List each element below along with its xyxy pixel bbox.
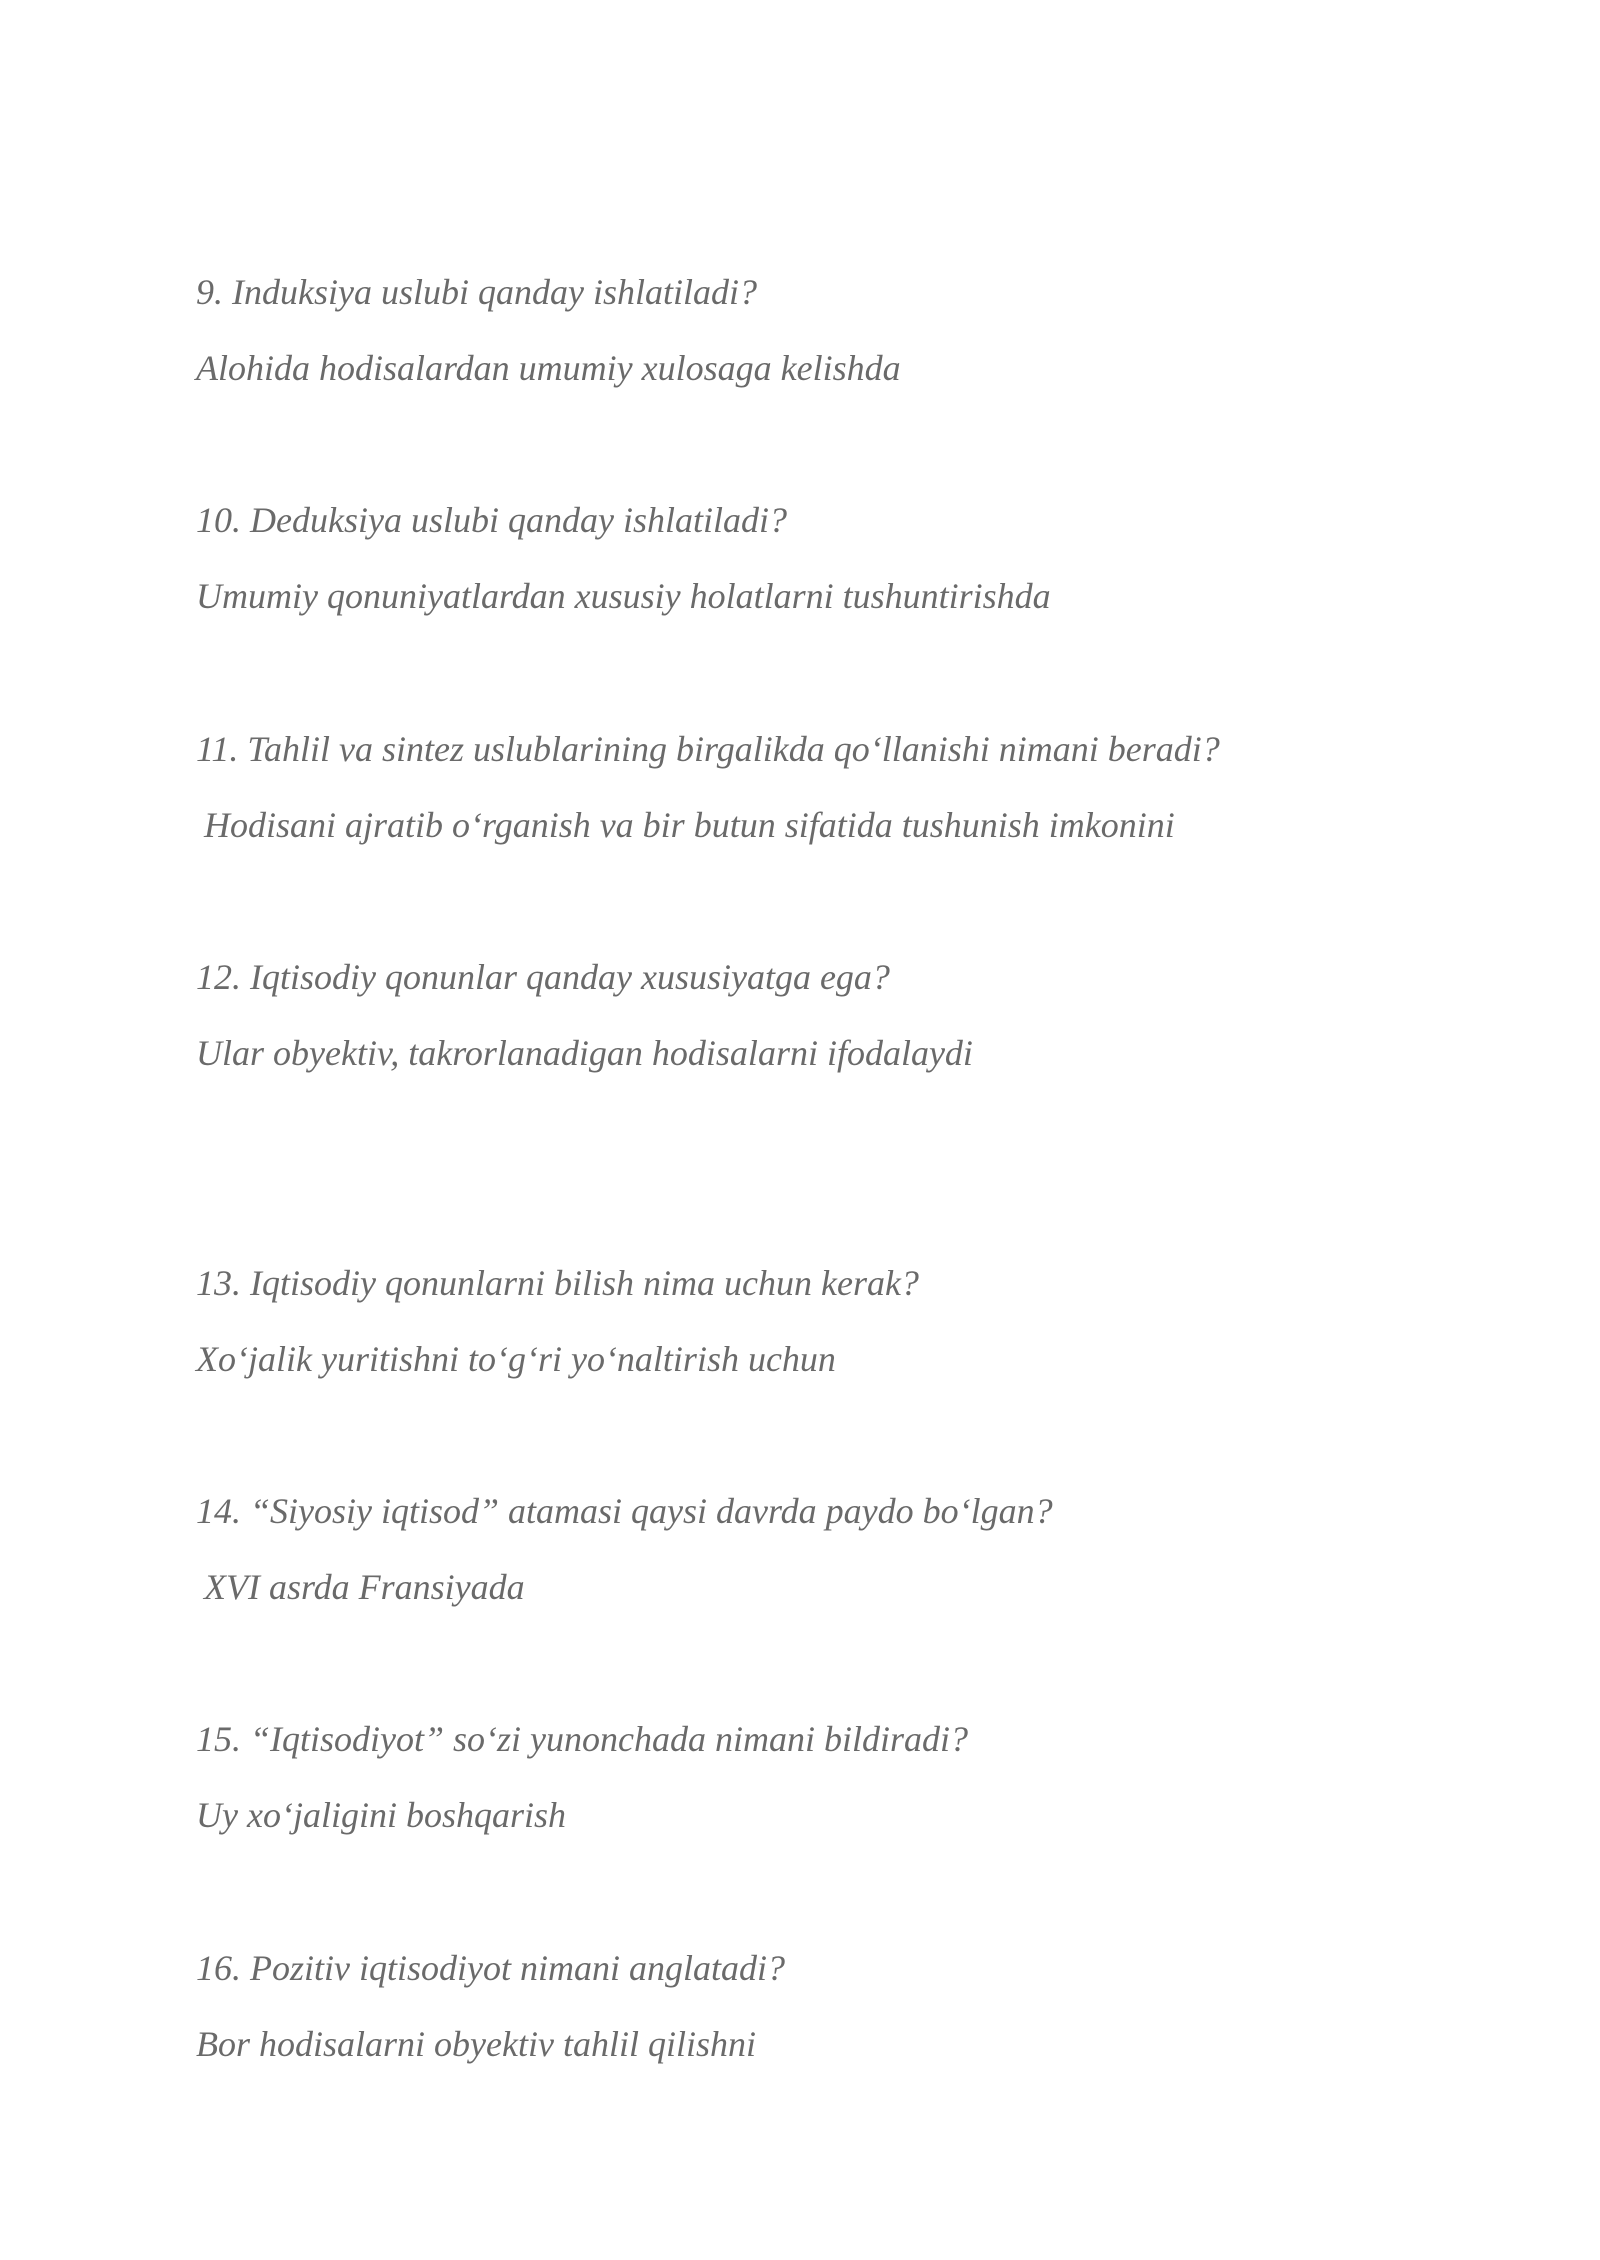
qa-item-16 <box>196 1946 1446 2066</box>
answer-11: Hodisani ajratib o‘rganish va bir butun sifatida tushunish imkonini <box>204 805 1175 845</box>
qa-item-12 <box>196 955 1446 1075</box>
question-16: 16. Pozitiv iqtisodiyot nimani anglatadi? <box>196 1948 785 1988</box>
qa-item-10 <box>196 498 1446 618</box>
qa-item-14 <box>196 1489 1446 1609</box>
question-13: 13. Iqtisodiy qonunlarni bilish nima uchun kerak? <box>196 1263 919 1303</box>
qa-item-13 <box>196 1261 1446 1381</box>
question-9: 9. Induksiya uslubi qanday ishlatiladi? <box>196 272 757 312</box>
answer-14: XVI asrda Fransiyada <box>204 1567 525 1607</box>
qa-item-9 <box>196 270 1446 390</box>
question-11: 11. Tahlil va sintez uslublarining birgalikda qo‘llanishi nimani beradi? <box>196 729 1220 769</box>
answer-15: Uy xo‘jaligini boshqarish <box>196 1795 566 1835</box>
answer-9: Alohida hodisalardan umumiy xulosaga kelishda <box>196 348 901 388</box>
question-10: 10. Deduksiya uslubi qanday ishlatiladi? <box>196 500 787 540</box>
answer-13: Xo‘jalik yuritishni to‘g‘ri yo‘naltirish uchun <box>196 1339 836 1379</box>
question-12: 12. Iqtisodiy qonunlar qanday xususiyatga ega? <box>196 957 890 997</box>
answer-12: Ular obyektiv, takrorlanadigan hodisalarni ifodalaydi <box>196 1033 973 1073</box>
qa-item-15 <box>196 1717 1446 1837</box>
answer-10: Umumiy qonuniyatlardan xususiy holatlarni tushuntirishda <box>196 576 1051 616</box>
question-15: 15. “Iqtisodiyot” so‘zi yunonchada nimani bildiradi? <box>196 1719 969 1759</box>
answer-16: Bor hodisalarni obyektiv tahlil qilishni <box>196 2024 756 2064</box>
qa-item-11 <box>196 727 1446 847</box>
question-14: 14. “Siyosiy iqtisod” atamasi qaysi davrda paydo bo‘lgan? <box>196 1491 1053 1531</box>
